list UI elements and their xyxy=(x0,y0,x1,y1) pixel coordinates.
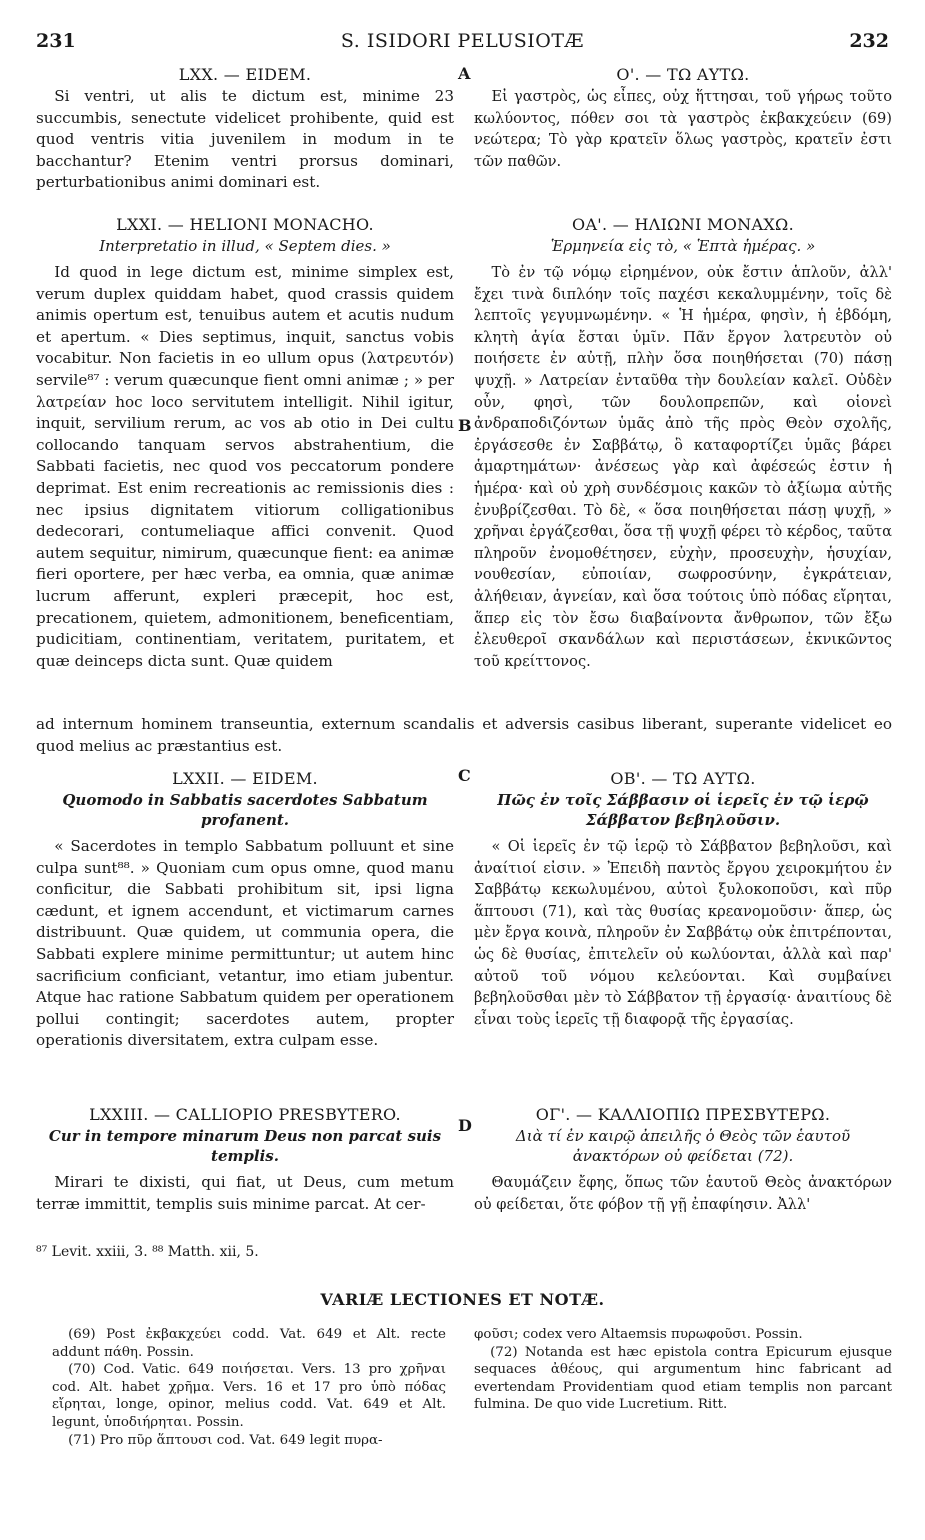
notes-column-right xyxy=(474,1326,892,1414)
page-number-right: 232 xyxy=(849,30,889,52)
latin-epistle-text: Si ventri, ut alis te dictum est, minime 23 succumbis, senectute videlicet prohibente, quid est quod ventris vitia juvenilem in modum in te bacchantur? Etenim ventri prorsus dominari, perturbationibus animi dominari est. xyxy=(36,87,454,192)
greek-epistle-title: ΟΑ'. — ΗΛΙΩΝΙ ΜΟΝΑΧΩ. xyxy=(572,215,794,234)
margin-letter-d: D xyxy=(458,1116,472,1135)
running-title: S. ISIDORI PELUSIOTÆ xyxy=(340,30,585,52)
margin-letter-b: B xyxy=(458,416,472,435)
note-70: (70) Cod. Vatic. 649 ποιήσεται. Vers. 13 pro χρῆναι cod. Alt. habet χρῆμα. Vers. 16 et 17 pro ὑπὸ πόδας εἴρηται, longe, opinor, melius codd. Vat. 649 et Alt. legunt, ὑποδιήρηται. Possin. xyxy=(52,1362,446,1430)
greek-epistle-text: Θαυμάζειν ἔφης, ὅπως τῶν ἑαυτοῦ Θεὸς ἀνακτόρων οὐ φείδεται, ὅτε φόβον τῇ γῇ ἐπαφίησιν. Ἀλλ' xyxy=(474,1174,892,1213)
latin-epistle-title: LXXIII. — CALLIOPIO PRESBYTERO. xyxy=(89,1105,401,1124)
greek-epistle-text: Τὸ ἐν τῷ νόμῳ εἰρημένον, οὐκ ἔστιν ἁπλοῦν, ἀλλ' ἔχει τινὰ διπλόην τοῖς παχέσι κεκαλυμμένην, τοῖς δὲ λεπτοῖς γεγυμνωμένην. « Ἡ ἡμέρα, φησὶν, ἡ ἑβδόμη, κλητὴ ἁγία ἔσται ὑμῖν. Πᾶν ἔργον λατρευτὸν οὐ ποιήσετε ἐν αὐτῇ, πλὴν ὅσα ποιηθήσεται (70) πάσῃ ψυχῇ. » Λατρείαν ἐνταῦθα τὴν δουλείαν καλεῖ. Οὐδὲν οὖν, φησὶ, τῶν δουλοπρεπῶν, καὶ οἱονεὶ ἀνδραποδιζόντων ὑμᾶς ἀπὸ τῆς πρὸς Θεὸν σχολῆς, ἐργάσεσθε ἐν Σαββάτῳ, ὃ καταφορτίζει ὑμᾶς βάρει ἁμαρτημάτων· ἀνέσεως γὰρ καὶ ἀφέσεώς ἐστιν ἡ ἡμέρα· καὶ οὐ χρὴ συνδέσμοις κακῶν τὸ ἀξίωμα αὐτῆς ἐνυβρίζεσθαι. Τὸ δὲ, « ὅσα ποιηθήσεται πάσῃ ψυχῇ, » χρῆναι ἐργάζεσθαι, ὅσα τῇ ψυχῇ φέρει τὸ κέρδος, ταῦτα πληροῦν ἐνομοθέτησεν, εὐχὴν, προσευχὴν, ἡσυχίαν, νουθεσίαν, εὐποιίαν, σωφροσύνην, ἐγκράτειαν, ἀλήθειαν, ἁγνείαν, καὶ ὅσα τούτοις ὑπὸ πόδας εἴρηται, ἅπερ εἰς τὸν ἔσω διαβαίνοντα ἄνθρωπον, τῶν ἔξω ἐλευθεροῖ σκανδάλων καὶ περιστάσεων, ἐκνικῶντος τοῦ κρείττονος. xyxy=(474,264,892,670)
latin-epistle-72 xyxy=(36,768,454,1052)
greek-epistle-title: ΟΒ'. — ΤΩ ΑΥΤΩ. xyxy=(610,769,756,788)
latin-epistle-text: Id quod in lege dictum est, minime simplex est, verum duplex quiddam habet, quod crassis quidem animis opertum est, tenuibus autem et acutis nudum et apertum. « Dies septimus, inquit, sanctus vobis vocabitur. Non facietis in eo ullum opus (λατρευτόν) servile⁸⁷ : verum quæcunque fient omni animæ ; » per λατρείαν hoc loco servitutem intelligit. Nihil igitur, inquit, servilium rerum, ac vos ab otio in Dei cultu collocando tanquam servos abstrahentium, die Sabbati facietis, nec quod vos peccatorum pondere deprimat. Est enim recreationis ac remissionis dies : nec ipsius dignitatem vitiorum colligationibus dedecorari, contumeliaque affici convenit. Quod autem sequitur, nimirum, quæcunque fient: ea animæ fieri oportere, per hæc verba, ea omnia, quæ animæ lucrum afferunt, expleri præcepit, hoc est, precationem, quietem, admonitionem, beneficentiam, pudicitiam, continentiam, veritatem, puritatem, et quæ deinceps dicta sunt. Quæ quidem xyxy=(36,263,454,670)
latin-epistle-title: LXXII. — EIDEM. xyxy=(172,769,318,788)
latin-epistle-subtitle: Quomodo in Sabbatis sacerdotes Sabbatum profanent. xyxy=(62,791,428,829)
greek-epistle-text: Εἰ γαστρὸς, ὡς εἶπες, οὐχ ἥττησαι, τοῦ γήρως τοῦτο κωλύοντος, πόθεν σοι τὰ γαστρὸς ἐκβακχεύειν (69) νεώτερα; Τὸ γὰρ κρατεῖν ὅλως γαστρὸς, κρατεῖν ἐστι τῶν παθῶν. xyxy=(474,88,892,170)
greek-epistle-subtitle: Πῶς ἐν τοῖς Σάββασιν οἱ ἱερεῖς ἐν τῷ ἱερῷ Σάββατον βεβηλοῦσιν. xyxy=(497,791,869,829)
scripture-footnotes: ⁸⁷ Levit. xxiii, 3. ⁸⁸ Matth. xii, 5. xyxy=(36,1244,259,1260)
note-69: (69) Post ἐκβακχεύει codd. Vat. 649 et Alt. recte addunt πάθη. Possin. xyxy=(52,1327,446,1360)
latin-epistle-title: LXX. — EIDEM. xyxy=(178,65,312,84)
page-number-left: 231 xyxy=(36,30,76,52)
latin-epistle-text: Mirari te dixisti, qui fiat, ut Deus, cum metum terræ immittit, templis suis minime parcat. At cer- xyxy=(36,1173,454,1213)
greek-epistle-subtitle: Διὰ τί ἐν καιρῷ ἀπειλῆς ὁ Θεὸς τῶν ἑαυτοῦ ἀνακτόρων οὐ φείδεται (72). xyxy=(515,1127,851,1165)
note-71: (71) Pro πῦρ ἅπτουσι cod. Vat. 649 legit πυρα- xyxy=(68,1432,383,1448)
margin-letter-a: A xyxy=(458,64,471,83)
greek-epistle-72 xyxy=(474,768,892,1030)
margin-letter-c: C xyxy=(458,766,471,785)
notes-column-left xyxy=(52,1326,446,1449)
running-header xyxy=(36,30,889,56)
greek-epistle-title: Ο'. — ΤΩ ΑΥΤΩ. xyxy=(616,65,750,84)
latin-epistle-subtitle: Interpretatio in illud, « Septem dies. » xyxy=(99,237,391,255)
latin-epistle-71 xyxy=(36,214,454,672)
latin-epistle-subtitle: Cur in tempore minarum Deus non parcat suis templis. xyxy=(48,1127,442,1165)
latin-epistle-title: LXXI. — HELIONI MONACHO. xyxy=(116,215,374,234)
latin-epistle-70 xyxy=(36,64,454,194)
notes-section-title: VARIÆ LECTIONES ET NOTÆ. xyxy=(320,1290,605,1309)
greek-epistle-70 xyxy=(474,64,892,172)
greek-epistle-text: « Οἱ ἱερεῖς ἐν τῷ ἱερῷ τὸ Σάββατον βεβηλοῦσι, καὶ ἀναίτιοί εἰσιν. » Ἐπειδὴ παντὸς ἔργου χειροκμήτου ἐν Σαββάτῳ κεκωλυμένου, αὐτοὶ ξυλοκοποῦσι, καὶ πῦρ ἅπτουσι (71), καὶ τὰς θυσίας κρεανομοῦσιν· ἅπερ, ὡς μὲν ἔργα κοινὰ, πληροῦν ἐν Σαββάτῳ οὐκ ἐπιτρέπονται, ὡς δὲ θυσίας, ἐπιτελεῖν οὐ κωλύονται, ἀλλὰ καὶ παρ' αὐτοῦ τοῦ νόμου κελεύονται. Καὶ συμβαίνει βεβηλοῦσθαι μὲν τὸ Σάββατον τῇ ἐργασίᾳ· ἀναιτίους δὲ εἶναι τοὺς ἱερεῖς τῇ διαφορᾷ τῆς ἐργασίας. xyxy=(474,838,892,1028)
note-72: (72) Notanda est hæc epistola contra Epicurum ejusque sequaces ἀθέους, qui argumentum hinc fabricant ad evertendam Providentiam quod etiam templis non parcant fulmina. De quo vide Lucretium. Ritt. xyxy=(474,1344,892,1413)
note-71-continuation: φοῦσι; codex vero Altaemsis πυρωφοῦσι. Possin. xyxy=(474,1327,803,1342)
greek-epistle-73 xyxy=(474,1104,892,1215)
latin-epistle-text: « Sacerdotes in templo Sabbatum polluunt et sine culpa sunt⁸⁸. » Quoniam cum opus omne, quod manu conficitur, die Sabbati prohibitum sit, ipsi ligna cædunt, et ignem accendunt, et victimarum carnes distribuunt. Quæ quidem, ut communia opera, die Sabbati explere minime permittuntur; ut autem hinc sacrificium conficiant, vetantur, imo etiam jubentur. Atque hac ratione Sabbatum quidem per operationem pollui contingit; sacerdotes autem, propter operationis diversitatem, extra culpam esse. xyxy=(36,837,454,1050)
greek-epistle-title: ΟΓ'. — ΚΑΛΛΙΟΠΙΩ ΠΡΕΣΒΥΤΕΡΩ. xyxy=(535,1105,831,1124)
greek-epistle-71 xyxy=(474,214,892,672)
latin-epistle-73 xyxy=(36,1104,454,1215)
latin-full-width-continuation: ad internum hominem transeuntia, externum scandalis et adversis casibus liberant, superante videlicet eo quod melius ac præstantius est. xyxy=(36,715,892,755)
greek-epistle-subtitle: Ἑρμηνεία εἰς τὸ, « Ἑπτὰ ἡμέρας. » xyxy=(550,237,816,255)
